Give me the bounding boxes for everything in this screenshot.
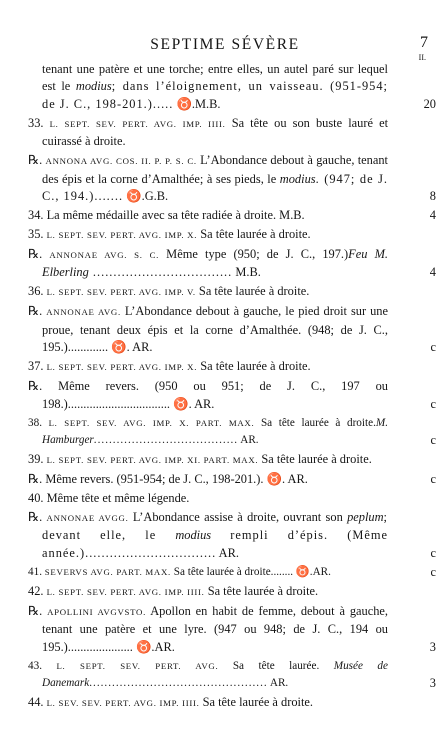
entry-number: ℞.	[28, 247, 43, 262]
entry-number: 39.	[28, 452, 44, 467]
catalog-entry	[28, 471, 436, 488]
entry-number: 42.	[28, 583, 44, 598]
entry-description: Même tête et même légende.	[46, 491, 190, 506]
price-value: c	[430, 564, 436, 579]
entry-number: 44.	[28, 695, 44, 710]
entry-description: . (947; de J. C., 194.).......	[42, 171, 388, 204]
catalog-entry	[28, 564, 436, 581]
catalog-entry	[28, 658, 436, 693]
catalog-entry	[28, 583, 388, 601]
catalog-entry	[28, 490, 388, 507]
metal-grade: ♉. AR.	[266, 472, 308, 487]
price-value: c	[430, 472, 436, 487]
coin-legend: ANNONAE AVGG.	[46, 513, 129, 524]
entry-description: L’Abondance assise à droite, ouvrant son	[128, 510, 348, 525]
price-value: 3	[429, 676, 436, 691]
entry-description: Sa tête ou son buste lauré et cuirassé à droite.	[42, 115, 389, 149]
metal-grade: AR.	[269, 677, 289, 690]
coin-legend: L. SEPT. SEV. PERT. AVG. IMP. X.	[46, 230, 198, 241]
entry-number: ℞.	[28, 510, 43, 525]
metal-grade: ♉.AR.	[295, 565, 331, 578]
price-value: 3	[429, 639, 436, 654]
catalog-entry	[28, 61, 436, 113]
coin-legend: APOLLINI AVGVSTO.	[47, 606, 146, 617]
entry-description: L’Abondance debout à gauche, le pied droit sur une proue, tenant deux épis et la corne d’Amalthée. (948; de J. C., 195.).............	[42, 304, 388, 355]
catalog-entry	[28, 283, 388, 301]
entry-italic: modius	[175, 528, 212, 543]
metal-grade: ♉.G.B.	[126, 189, 169, 204]
catalog-entry	[28, 207, 436, 224]
entry-description: Sa tête laurée à droite.	[258, 452, 372, 467]
metal-grade: AR.	[240, 434, 259, 447]
entry-description: ; devant elle, le	[42, 510, 388, 543]
catalog-entry	[28, 303, 436, 356]
entry-italic: Musée de Danemark	[42, 659, 388, 690]
catalog-entry	[28, 246, 436, 282]
entry-number: ℞.	[28, 379, 43, 394]
entry-italic: modius	[75, 79, 112, 94]
entry-description: ......................................	[93, 434, 239, 447]
entry-description: Sa tête laurée à droite........	[170, 565, 294, 578]
metal-grade: AR.	[218, 545, 239, 560]
entry-description: Sa tête laurée à droite.	[197, 227, 311, 242]
entry-description: L’Abondance debout à gauche, tenant des épis et la corne d’Amalthée; à ses pieds, le	[42, 153, 388, 186]
catalog-entry	[28, 694, 388, 712]
entry-description: Sa tête laurée à droite.	[254, 416, 376, 429]
entry-italic: M. Hamburger	[42, 416, 388, 447]
metal-grade: ♉. AR.	[111, 340, 153, 355]
price-value: 8	[429, 189, 436, 204]
page-title: SEPTIME SÉVÈRE	[150, 36, 300, 53]
coin-legend: L. SEPT. SEV. AVG. IMP. X. PART. MAX.	[48, 417, 255, 428]
entry-description: Sa tête laurée.	[218, 659, 334, 672]
entry-italic: peplum	[347, 510, 384, 525]
coin-legend: L. SEPT. SEV. PERT. AVG. IMP. IIII.	[46, 586, 205, 597]
catalog-entry	[28, 358, 388, 376]
entry-number: ℞.	[28, 304, 43, 319]
coin-legend: L. SEPT. SEV. PERT. AVG. IMP. V.	[46, 287, 196, 298]
entry-number: 38.	[28, 416, 42, 429]
entry-number: 41.	[28, 565, 42, 578]
entry-number: 40.	[28, 491, 44, 506]
catalog-entry	[28, 415, 436, 450]
signature-mark: II.	[418, 53, 426, 62]
catalog-entry	[28, 509, 436, 562]
entry-number: 36.	[28, 284, 44, 299]
price-value: 4	[429, 265, 436, 280]
entry-italic: Feu M. Elberling	[42, 247, 388, 280]
coin-legend: L. SEV. SEV. PERT. AVG. IMP. IIII.	[46, 698, 200, 709]
coin-legend: ANNONAE AVG.	[46, 307, 121, 318]
coin-legend: ANNONA AVG. COS. II. P. P. S. C.	[45, 156, 197, 167]
entry-number: 33.	[28, 115, 44, 130]
metal-grade: ♉. AR.	[173, 396, 215, 411]
entry-description: Même revers. (950 ou 951; de J. C., 197 ou 198.).................................	[42, 379, 388, 411]
coin-legend: ANNONAE AVG. S. C.	[49, 250, 160, 261]
entry-number: ℞.	[28, 603, 43, 618]
entry-description: rempli d’épis. (Même année.)................................	[42, 528, 389, 560]
price-value: c	[430, 545, 436, 560]
entry-description: Même revers. (951-954; de J. C., 198-201.).	[45, 472, 264, 487]
entry-description: Apollon en habit de femme, debout à gauche, tenant une patère et une lyre. (947 ou 948; de J. C., 194 ou 195.).....................	[42, 603, 389, 654]
entry-description: Sa tête laurée à droite.	[204, 583, 319, 598]
catalog-entry	[28, 226, 388, 244]
entry-number: 37.	[28, 359, 44, 374]
catalog-entry	[28, 451, 388, 469]
entry-description: ; dans l’éloignement, un vaisseau. (951-954; de J. C., 198-201.).....	[42, 79, 388, 111]
running-header	[0, 36, 446, 60]
entry-description: tenant une patère et une torche; entre elles, un autel paré sur lequel est le	[42, 62, 388, 94]
price-value: 20	[423, 96, 436, 111]
page-number: 7	[420, 34, 428, 51]
entry-number: ℞.	[28, 472, 43, 487]
coin-legend: L. SEPT. SEV. PERT. AVG.	[56, 660, 219, 671]
entry-description: ...............................................	[89, 677, 268, 690]
entry-description: La même médaille avec sa tête radiée à droite.	[46, 208, 277, 223]
entry-description: Même type (950; de J. C., 197.)	[159, 247, 349, 262]
catalog-entry	[28, 603, 436, 656]
price-value: 4	[429, 208, 436, 223]
entry-number: 35.	[28, 227, 44, 242]
entry-description: Sa tête laurée à droite.	[199, 695, 314, 710]
metal-grade: ♉.AR.	[135, 639, 175, 654]
catalog-entry	[28, 152, 436, 205]
coin-legend: L. SEPT. SEV. PERT. AVG. IMP. IIII.	[49, 118, 226, 129]
entry-number: 43.	[28, 659, 42, 672]
coin-legend: L. SEPT. SEV. PERT. AVG. IMP. X.	[46, 362, 198, 373]
entry-italic: modius	[279, 171, 316, 186]
price-value: c	[430, 340, 436, 355]
entry-number: ℞.	[28, 153, 43, 168]
catalog-entry	[28, 378, 436, 413]
price-value: c	[430, 396, 436, 411]
entry-description: Sa tête laurée à droite.	[195, 284, 310, 299]
entry-number: 34.	[28, 208, 44, 223]
coin-legend: SEVERVS AVG. PART. MAX.	[44, 566, 171, 577]
entry-description: ..................................	[88, 265, 233, 280]
metal-grade: M.B.	[279, 208, 305, 223]
metal-grade: M.B.	[235, 265, 261, 280]
metal-grade: ♉.M.B.	[176, 96, 221, 111]
entry-description: Sa tête laurée à droite.	[197, 359, 311, 374]
catalog-entry	[28, 115, 388, 151]
coin-legend: L. SEPT. SEV. PERT. AVG. IMP. XI. PART. MAX.	[46, 455, 259, 466]
price-value: c	[430, 433, 436, 448]
catalog-entries	[28, 61, 436, 714]
